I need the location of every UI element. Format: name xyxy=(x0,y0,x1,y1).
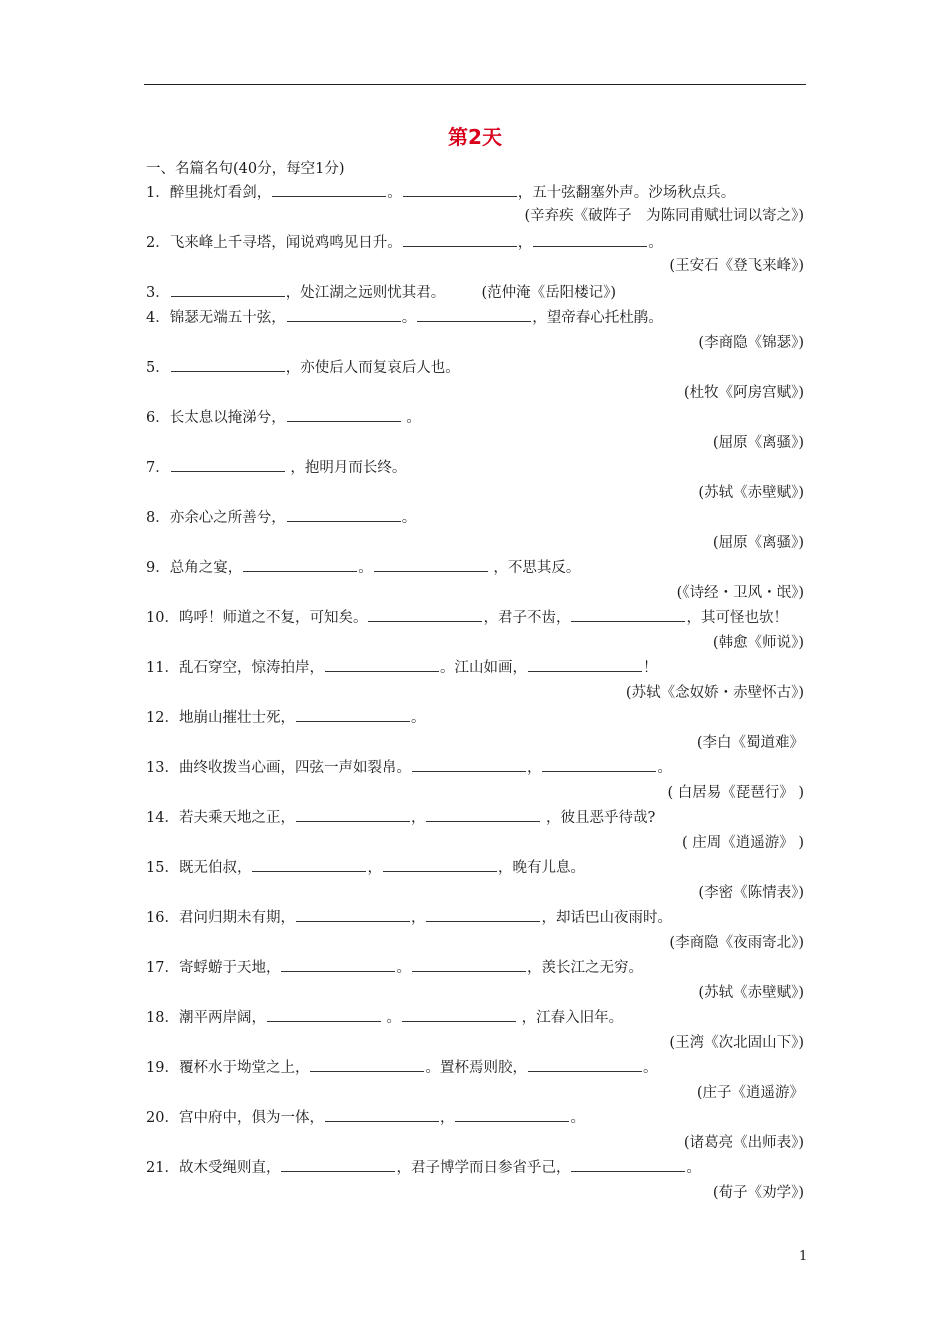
question-source: (苏轼《念奴娇・赤壁怀古》) xyxy=(625,685,804,701)
question-text: 2．飞来峰上千寻塔，闻说鸡鸣见日升。 xyxy=(146,235,402,251)
question-12 xyxy=(146,708,425,728)
answer-blank[interactable] xyxy=(412,958,526,972)
question-text: 11．乱石穿空，惊涛拍岸， xyxy=(146,660,324,676)
answer-blank[interactable] xyxy=(296,808,410,822)
answer-blank[interactable] xyxy=(252,858,366,872)
question-9 xyxy=(146,558,580,578)
question-13 xyxy=(146,758,672,778)
question-text: 。 xyxy=(401,410,421,426)
question-text: 5． xyxy=(146,360,170,376)
answer-blank[interactable] xyxy=(412,758,526,772)
answer-blank[interactable] xyxy=(171,283,285,297)
question-text: 。 xyxy=(381,1010,402,1026)
question-text: 8．亦余心之所善兮， xyxy=(146,510,286,526)
section-heading: 一、名篇名句(40分，每空1分) xyxy=(146,161,345,177)
question-source: ( 白居易《琵琶行》 ) xyxy=(667,785,804,801)
header-rule xyxy=(144,84,806,85)
answer-blank[interactable] xyxy=(310,1058,424,1072)
question-text: ，望帝春心托杜鹃。 xyxy=(532,310,663,326)
question-8 xyxy=(146,508,416,528)
question-text: 4．锦瑟无端五十弦， xyxy=(146,310,286,326)
question-text: ， xyxy=(367,860,382,876)
question-source: (李密《陈情表》) xyxy=(698,885,804,901)
question-text: 。 xyxy=(686,1160,701,1176)
question-text: 21．故木受绳则直， xyxy=(146,1160,281,1176)
question-source: (王湾《次北固山下》) xyxy=(669,1035,804,1051)
question-6 xyxy=(146,408,421,428)
question-text: ，江春入旧年。 xyxy=(517,1010,624,1026)
question-text: 17．寄蜉蝣于天地， xyxy=(146,960,281,976)
question-20 xyxy=(146,1108,585,1128)
question-text: 3． xyxy=(146,285,170,301)
question-source: (苏轼《赤壁赋》) xyxy=(698,485,804,501)
answer-blank[interactable] xyxy=(542,758,656,772)
question-text: 15．既无伯叔， xyxy=(146,860,252,876)
question-source: ( 庄周《逍遥游》 ) xyxy=(681,835,804,851)
question-source: (《诗经・卫风・氓》) xyxy=(676,585,804,601)
question-text: ， xyxy=(410,910,426,926)
answer-blank[interactable] xyxy=(417,308,531,322)
question-19 xyxy=(146,1058,657,1078)
question-7 xyxy=(146,458,406,478)
question-text: 。 xyxy=(401,310,417,326)
question-text: 。 xyxy=(657,760,672,776)
question-text: 。 xyxy=(387,185,402,201)
answer-blank[interactable] xyxy=(402,1008,516,1022)
answer-blank[interactable] xyxy=(571,608,685,622)
question-source: (李商隐《夜雨寄北》) xyxy=(669,935,804,951)
question-text: 。 xyxy=(642,1060,658,1076)
question-21 xyxy=(146,1158,701,1178)
page-number: 1 xyxy=(799,1249,808,1264)
question-text: 19．覆杯水于坳堂之上， xyxy=(146,1060,310,1076)
question-text: 。 xyxy=(401,510,417,526)
question-source: (荀子《劝学》) xyxy=(712,1185,804,1201)
question-5 xyxy=(146,358,460,378)
answer-blank[interactable] xyxy=(426,808,540,822)
answer-blank[interactable] xyxy=(403,183,517,197)
question-text: ，不思其反。 xyxy=(488,560,581,576)
question-source: (屈原《离骚》) xyxy=(712,435,804,451)
question-source: (屈原《离骚》) xyxy=(712,535,804,551)
answer-blank[interactable] xyxy=(267,1008,381,1022)
answer-blank[interactable] xyxy=(272,183,386,197)
question-text: ， xyxy=(517,235,533,251)
question-1 xyxy=(146,183,735,203)
question-text: ，晚有儿息。 xyxy=(497,860,585,876)
question-text: 。 xyxy=(396,960,411,976)
question-text: ，抱明月而长终。 xyxy=(285,460,407,476)
question-2 xyxy=(146,233,663,253)
question-text: 。 xyxy=(358,560,373,576)
question-text: 。置杯焉则胶， xyxy=(425,1060,527,1076)
answer-blank[interactable] xyxy=(171,458,285,472)
question-text: 12．地崩山摧壮士死， xyxy=(146,710,295,726)
question-text: 。 xyxy=(648,235,663,251)
question-text: 。江山如画， xyxy=(439,660,527,676)
page-title: 第2天 xyxy=(448,125,502,149)
answer-blank[interactable] xyxy=(426,908,540,922)
question-text: 9．总角之宴， xyxy=(146,560,243,576)
question-text: 16．君问归期未有期， xyxy=(146,910,295,926)
answer-blank[interactable] xyxy=(368,608,482,622)
question-text: 18．潮平两岸阔， xyxy=(146,1010,266,1026)
answer-blank[interactable] xyxy=(325,1108,439,1122)
question-text: 。 xyxy=(570,1110,585,1126)
question-text: 10．呜呼！师道之不复，可知矣。 xyxy=(146,610,368,626)
answer-blank[interactable] xyxy=(325,658,439,672)
question-source: (杜牧《阿房宫赋》) xyxy=(683,385,804,401)
question-text: ，五十弦翻塞外声。沙场秋点兵。 xyxy=(517,185,736,201)
answer-blank[interactable] xyxy=(281,1158,395,1172)
question-text: ，羡长江之无穷。 xyxy=(526,960,643,976)
answer-blank[interactable] xyxy=(528,1058,642,1072)
question-text: ，其可怪也欤！ xyxy=(686,610,788,626)
answer-blank[interactable] xyxy=(403,233,517,247)
question-source: (庄子《逍遥游》 xyxy=(696,1085,804,1101)
question-source: (苏轼《赤壁赋》) xyxy=(698,985,804,1001)
question-text: 14．若夫乘天地之正， xyxy=(146,810,295,826)
question-4 xyxy=(146,308,663,328)
question-18 xyxy=(146,1008,623,1028)
answer-blank[interactable] xyxy=(296,708,410,722)
answer-blank[interactable] xyxy=(533,233,647,247)
answer-blank[interactable] xyxy=(243,558,357,572)
question-text: 13．曲终收拨当心画，四弦一声如裂帛。 xyxy=(146,760,411,776)
answer-blank[interactable] xyxy=(528,658,642,672)
answer-blank[interactable] xyxy=(296,908,410,922)
question-text: ，彼且恶乎待哉? xyxy=(541,810,656,826)
answer-blank[interactable] xyxy=(287,308,401,322)
question-source: (辛弃疾《破阵子 为陈同甫赋壮词以寄之》) xyxy=(524,208,804,224)
answer-blank[interactable] xyxy=(383,858,497,872)
answer-blank[interactable] xyxy=(374,558,488,572)
question-text: 20．宫中府中，俱为一体， xyxy=(146,1110,324,1126)
question-text: ， xyxy=(410,810,426,826)
question-17 xyxy=(146,958,643,978)
question-text: ， xyxy=(526,760,542,776)
question-text: ，亦使后人而复哀后人也。 xyxy=(285,360,460,376)
question-text: ！ xyxy=(642,660,658,676)
question-source: (韩愈《师说》) xyxy=(712,635,804,651)
question-11 xyxy=(146,658,657,678)
answer-blank[interactable] xyxy=(455,1108,569,1122)
answer-blank[interactable] xyxy=(287,408,401,422)
answer-blank[interactable] xyxy=(287,508,401,522)
answer-blank[interactable] xyxy=(571,1158,685,1172)
question-15 xyxy=(146,858,585,878)
question-text: ，君子不齿， xyxy=(483,610,571,626)
question-16 xyxy=(146,908,672,928)
question-text: 6．长太息以掩涕兮， xyxy=(146,410,286,426)
question-source: (李商隐《锦瑟》) xyxy=(698,335,804,351)
question-source: (诸葛亮《出师表》) xyxy=(683,1135,804,1151)
answer-blank[interactable] xyxy=(171,358,285,372)
question-text: ，处江湖之远则忧其君。 (范仲淹《岳阳楼记》) xyxy=(285,285,617,301)
question-source: (王安石《登飞来峰》) xyxy=(669,258,804,274)
question-text: ， xyxy=(439,1110,455,1126)
question-text: 1．醉里挑灯看剑， xyxy=(146,185,272,201)
question-3 xyxy=(146,283,616,303)
question-text: 7． xyxy=(146,460,170,476)
answer-blank[interactable] xyxy=(281,958,395,972)
question-text: ，却话巴山夜雨时。 xyxy=(541,910,672,926)
question-text: 。 xyxy=(410,710,426,726)
question-text: ，君子博学而日参省乎己， xyxy=(396,1160,571,1176)
question-10 xyxy=(146,608,788,628)
question-14 xyxy=(146,808,655,828)
question-source: (李白《蜀道难》 xyxy=(696,735,804,751)
